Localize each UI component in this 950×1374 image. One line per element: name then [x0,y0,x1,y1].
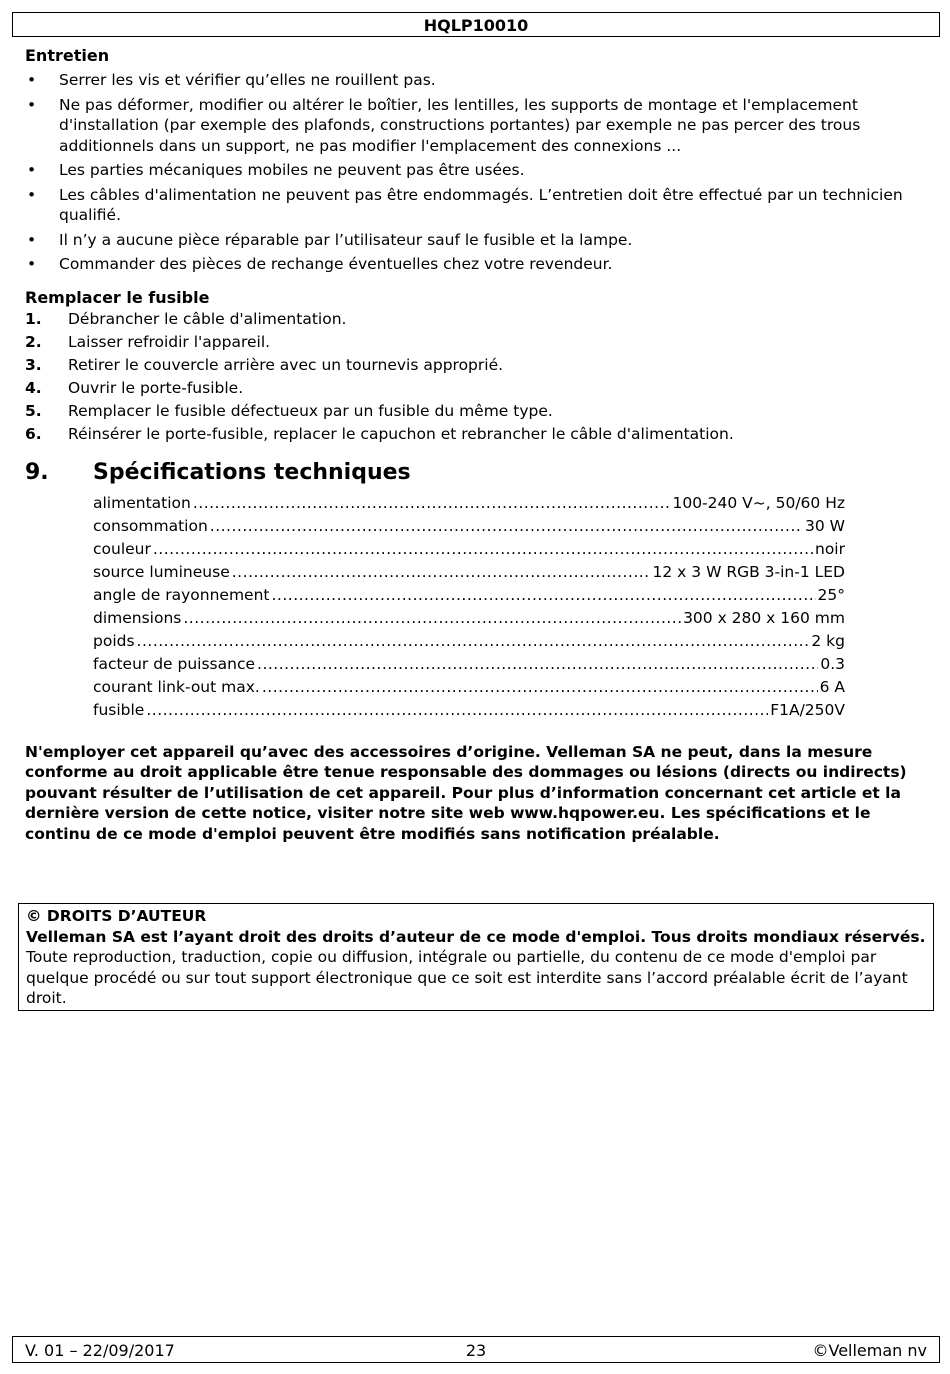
dot-leader [210,515,803,538]
spec-label: fusible [93,700,145,719]
dot-leader [146,699,768,722]
spec-value: 300 x 280 x 160 mm [683,608,845,627]
dot-leader [137,630,810,653]
list-item: • Ne pas déformer, modifier ou altérer le boîtier, les lentilles, les supports de montage et l'emplacement d'installation (par exemple des plafonds, constructions portantes) par exemple ne pas percer des trous additionnels dans un support, ne pas modifier l'emplacement des connexions ... [27,95,861,155]
footer-page-number: 23 [465,1341,487,1360]
spec-label: poids [93,631,135,650]
step-text: Réinsérer le porte-fusible, replacer le capuchon et rebrancher le câble d'alimentation. [68,424,734,443]
spec-label: consommation [93,516,208,535]
header-title: HQLP10010 [423,16,529,35]
dot-leader [257,653,818,676]
step-text: Laisser refroidir l'appareil. [68,332,271,351]
document-header [12,12,940,37]
spec-row [93,492,845,515]
dot-leader [271,584,815,607]
spec-value: 2 kg [811,631,845,650]
spec-label: courant link-out max. [93,677,260,696]
bullet-icon: • [27,71,37,89]
list-item: • Les câbles d'alimentation ne peuvent pas être endommagés. L’entretien doit être effectué par un technicien qualifié. [27,185,903,224]
list-item: • Il n’y a aucune pièce réparable par l’utilisateur sauf le fusible et la lampe. [27,230,633,249]
bullet-icon: • [27,185,37,204]
bullet-icon: • [27,255,37,273]
step-number: 4. [25,378,42,397]
spec-row [93,515,845,538]
maintenance-title: Entretien [25,46,110,65]
list-item: • Les parties mécaniques mobiles ne peuvent pas être usées. [27,161,525,179]
copyright-box [18,903,934,1011]
step-number: 3. [25,355,42,374]
step-item [25,377,915,400]
bullet-icon: • [27,95,37,114]
specs-table [93,492,845,722]
dot-leader [153,538,813,561]
step-text: Remplacer le fusible défectueux par un fusible du même type. [68,401,553,420]
specs-number: 9. [25,459,49,485]
step-item [25,354,915,377]
spec-label: dimensions [93,608,182,627]
step-number: 2. [25,332,42,351]
list-item: • Commander des pièces de rechange éventuelles chez votre revendeur. [27,255,613,273]
spec-value: 30 W [805,516,845,535]
step-item [25,423,915,446]
spec-row [93,584,845,607]
step-item [25,308,915,331]
fuse-steps [25,308,915,446]
spec-row [93,630,845,653]
spec-row [93,676,845,699]
spec-value: 12 x 3 W RGB 3-in-1 LED [652,562,845,581]
copyright-bold-text: Velleman SA est l’ayant droit des droits d’auteur de ce mode d'emploi. Tous droits mondiaux réservés. [26,927,926,946]
step-number: 5. [25,401,42,420]
spec-row [93,561,845,584]
dot-leader [193,492,671,515]
dot-leader [262,676,818,699]
spec-row [93,607,845,630]
spec-label: facteur de puissance [93,654,256,673]
step-number: 1. [25,309,42,328]
fuse-title: Remplacer le fusible [25,287,210,307]
bullet-icon: • [27,161,37,179]
specs-title: Spécifications techniques [93,459,411,485]
usage-notice: N'employer cet appareil qu’avec des accessoires d’origine. Velleman SA ne peut, dans la mesure conforme au droit applicable être tenue responsable des dommages ou lésions (directs ou indirects) pouvant résulter de l’utilisation de cet appareil. Pour plus d’information concernant cet article et la dernière version de cette notice, visiter notre site web www.hqpower.eu. Les spécifications et le continu de ce mode d'emploi peuvent être modifiés sans notification préalable. [25,742,907,843]
document-footer [12,1336,940,1363]
copyright-text [26,927,926,1009]
list-item: • Serrer les vis et vérifier qu’elles ne rouillent pas. [27,71,436,89]
spec-value: 25° [817,585,845,604]
step-text: Retirer le couvercle arrière avec un tournevis approprié. [68,355,504,374]
footer-owner: ©Velleman nv [812,1341,927,1360]
spec-value: 100-240 V~, 50/60 Hz [672,493,845,512]
spec-label: couleur [93,539,151,558]
dot-leader [232,561,651,584]
page-content [25,45,915,860]
step-text: Débrancher le câble d'alimentation. [68,309,347,328]
spec-label: angle de rayonnement [93,585,270,604]
spec-row [93,653,845,676]
maintenance-list [25,70,915,275]
spec-label: alimentation [93,493,191,512]
step-item [25,400,915,423]
step-number: 6. [25,424,42,443]
spec-value: noir [815,539,845,558]
spec-row [93,538,845,561]
footer-version: V. 01 – 22/09/2017 [25,1341,175,1360]
specs-heading [25,458,915,488]
step-text: Ouvrir le porte-fusible. [68,378,244,397]
spec-value: 6 A [819,677,845,696]
spec-value: F1A/250V [770,700,845,719]
bullet-icon: • [27,230,37,249]
spec-label: source lumineuse [93,562,230,581]
spec-row [93,699,845,722]
copyright-title: © DROITS D’AUTEUR [26,907,207,925]
copyright-body-text: Toute reproduction, traduction, copie ou diffusion, intégrale ou partielle, du contenu de ce mode d'emploi par quelque procédé ou sur tout support électronique que ce soit est interdite sans l’accord préalable écrit de l’ayant droit. [26,948,908,1007]
step-item [25,331,915,354]
dot-leader [183,607,681,630]
spec-value: 0.3 [820,654,845,673]
